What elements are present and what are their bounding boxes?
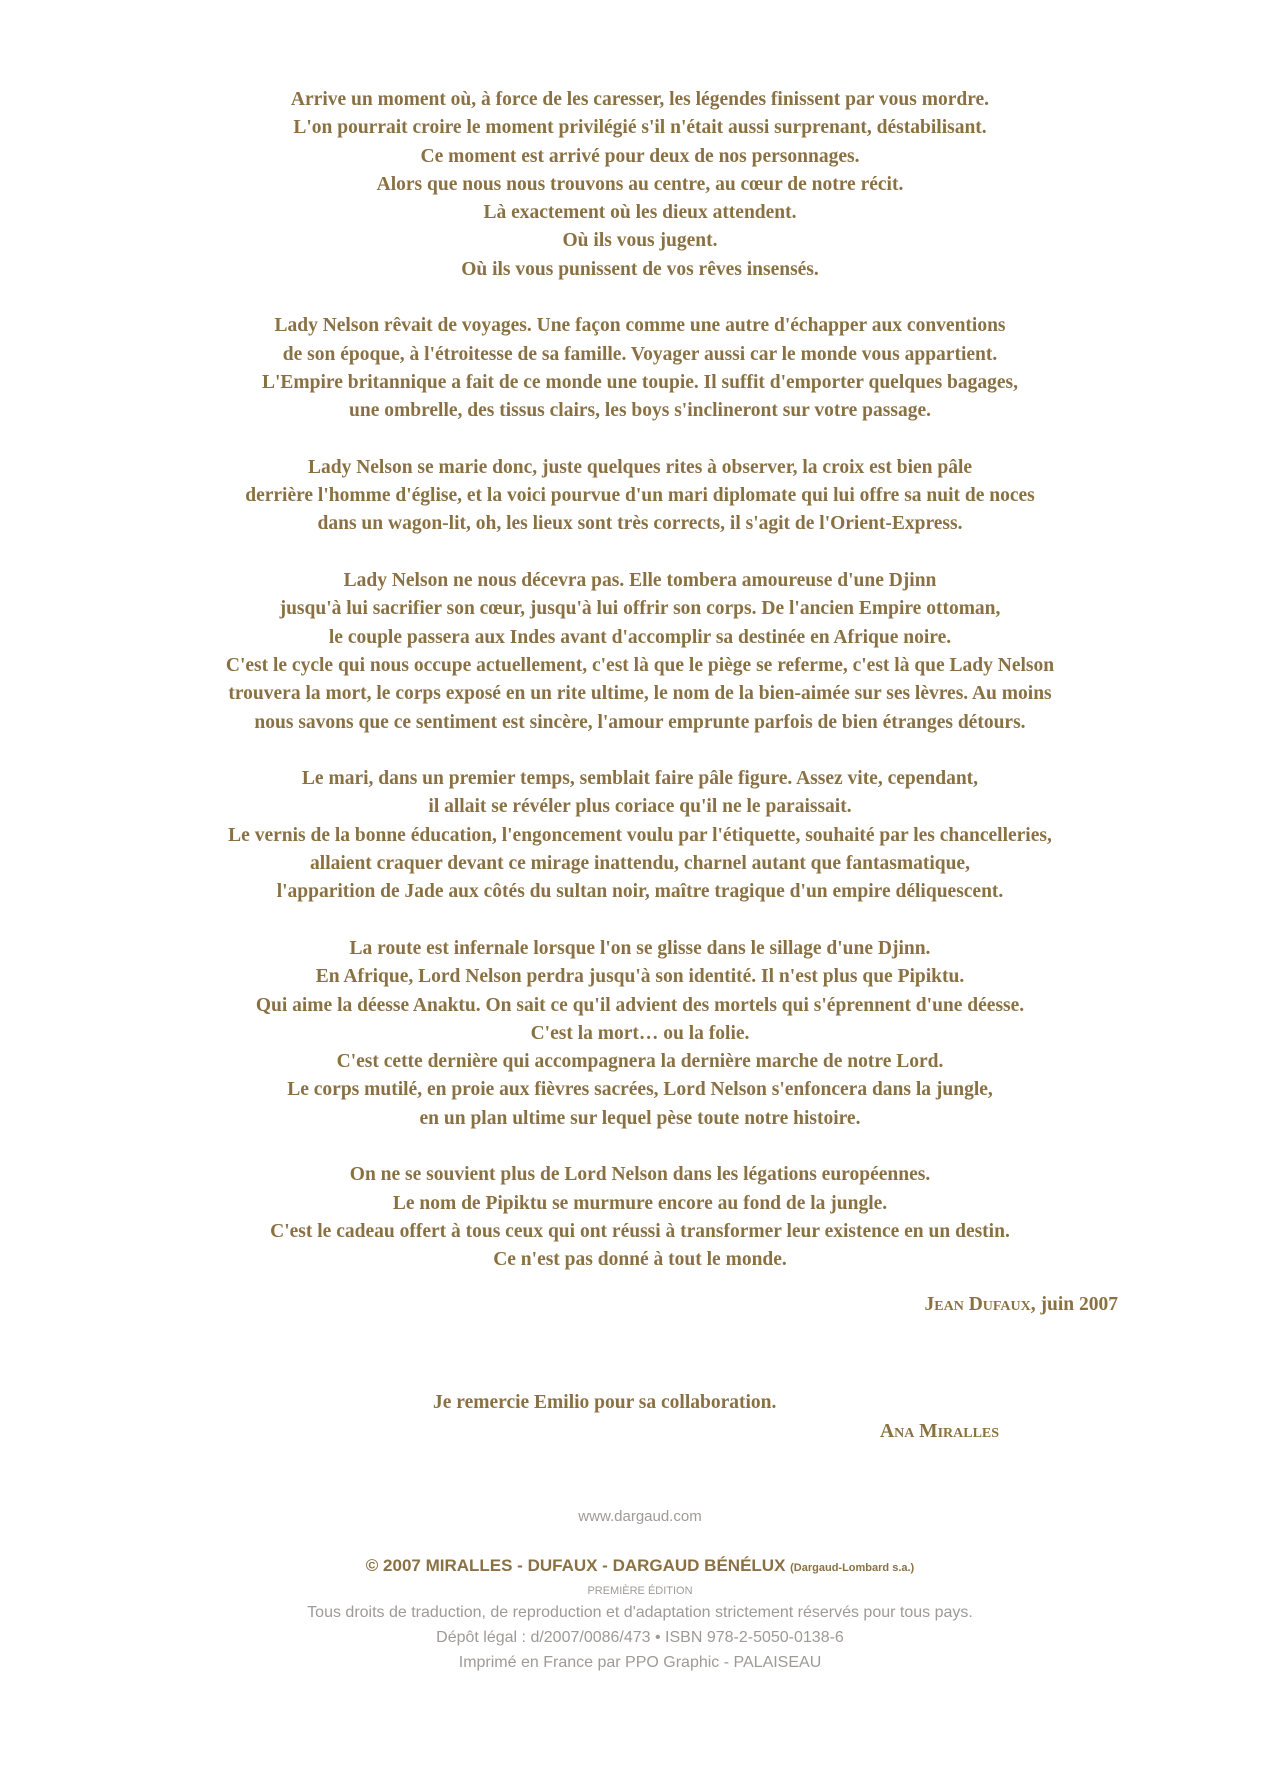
text-line: Le corps mutilé, en proie aux fièvres sacrées, Lord Nelson s'enfoncera dans la jungle, [287, 1079, 993, 1101]
text-line: Là exactement où les dieux attendent. [483, 202, 797, 224]
text-line: Qui aime la déesse Anaktu. On sait ce qu'il advient des mortels qui s'éprennent d'une déesse. [255, 994, 1025, 1016]
copyright-main: © 2007 MIRALLES - DUFAUX - DARGAUD BÉNÉLUX [365, 1556, 786, 1575]
text-line: Arrive un moment où, à force de les caresser, les légendes finissent par vous mordre. [290, 89, 990, 110]
text-line: On ne se souvient plus de Lord Nelson dans les légations européennes. [349, 1164, 931, 1186]
text-line: Où ils vous punissent de vos rêves insensés. [461, 258, 819, 280]
text-line: nous savons que ce sentiment est sincère, l'amour emprunte parfois de bien étranges détours. [254, 711, 1026, 733]
text-line: Le vernis de la bonne éducation, l'engoncement voulu par l'étiquette, souhaité par les chancelleries, [228, 824, 1052, 846]
legal-deposit: Dépôt légal : d/2007/0086/473 • ISBN 978-2-5050-0138-6 [436, 1629, 844, 1646]
author-signature [925, 1294, 1118, 1316]
signature-date: , juin 2007 [1030, 1294, 1118, 1315]
text-line: C'est le cadeau offert à tous ceux qui ont réussi à transformer leur existence en un destin. [270, 1220, 1010, 1242]
paragraph [90, 935, 1190, 1133]
paragraph [90, 765, 1190, 906]
text-line: En Afrique, Lord Nelson perdra jusqu'à son identité. Il n'est plus que Pipiktu. [315, 966, 965, 988]
text-line: le couple passera aux Indes avant d'accomplir sa destinée en Afrique noire. [328, 626, 952, 648]
text-line: en un plan ultime sur lequel pèse toute notre histoire. [419, 1107, 861, 1129]
preface-text [90, 86, 1190, 1303]
rights-notice: Tous droits de traduction, de reproduction et d'adaptation strictement réservés pour tous pays. [307, 1604, 973, 1621]
text-line: dans un wagon-lit, oh, les lieux sont très corrects, il s'agit de l'Orient-Express. [317, 513, 963, 535]
author-name: Jean Dufaux [924, 1294, 1031, 1315]
text-line: C'est la mort… ou la folie. [530, 1022, 750, 1044]
text-line: Ce moment est arrivé pour deux de nos personnages. [420, 145, 860, 167]
text-line: Le nom de Pipiktu se murmure encore au fond de la jungle. [392, 1192, 888, 1214]
text-line: une ombrelle, des tissus clairs, les boys s'inclineront sur votre passage. [349, 400, 931, 422]
edition-label: PREMIÈRE ÉDITION [587, 1585, 693, 1597]
text-line: Lady Nelson rêvait de voyages. Une façon comme une autre d'échapper aux conventions [274, 315, 1006, 337]
text-line: l'apparition de Jade aux côtés du sultan noir, maître tragique d'un empire déliquescent. [276, 881, 1004, 903]
text-line: Alors que nous nous trouvons au centre, au cœur de notre récit. [376, 173, 904, 195]
text-line: Où ils vous jugent. [562, 230, 718, 252]
text-line: L'Empire britannique a fait de ce monde une toupie. Il suffit d'emporter quelques bagages, [261, 371, 1019, 393]
text-line: Lady Nelson se marie donc, juste quelques rites à observer, la croix est bien pâle [307, 456, 973, 478]
text-line: trouvera la mort, le corps exposé en un rite ultime, le nom de la bien-aimée sur ses lèvres. Au moins [228, 683, 1052, 705]
text-line: Ce n'est pas donné à tout le monde. [493, 1249, 787, 1271]
paragraph [90, 567, 1190, 737]
text-line: allaient craquer devant ce mirage inattendu, charnel autant que fantasmatique, [310, 853, 970, 875]
copyright-line [0, 1556, 1280, 1576]
text-line: C'est le cycle qui nous occupe actuellement, c'est là que le piège se referme, c'est là que Lady Nelson [225, 654, 1055, 676]
text-line: Lady Nelson ne nous décevra pas. Elle tombera amoureuse d'une Djinn [343, 570, 937, 592]
text-line: Le mari, dans un premier temps, semblait faire pâle figure. Assez vite, cependant, [301, 768, 979, 790]
artist-signature: Ana Miralles [880, 1421, 1000, 1442]
paragraph [90, 454, 1190, 539]
text-line: de son époque, à l'étroitesse de sa famille. Voyager aussi car le monde vous appartient. [282, 343, 998, 365]
copyright-company: (Dargaud-Lombard s.a.) [790, 1562, 915, 1574]
website-link[interactable]: www.dargaud.com [578, 1508, 702, 1525]
paragraph [90, 86, 1190, 284]
text-line: il allait se révéler plus coriace qu'il ne le paraissait. [428, 796, 852, 818]
text-line: derrière l'homme d'église, et la voici pourvue d'un mari diplomate qui lui offre sa nuit de noces [245, 485, 1035, 507]
text-line: jusqu'à lui sacrifier son cœur, jusqu'à lui offrir son corps. De l'ancien Empire ottoman, [279, 598, 1001, 620]
paragraph [90, 312, 1190, 425]
text-line: C'est cette dernière qui accompagnera la dernière marche de notre Lord. [336, 1051, 944, 1073]
paragraph [90, 1161, 1190, 1274]
text-line: L'on pourrait croire le moment privilégié s'il n'était aussi surprenant, déstabilisant. [293, 117, 987, 139]
text-line: La route est infernale lorsque l'on se glisse dans le sillage d'une Djinn. [349, 937, 931, 959]
printer-info: Imprimé en France par PPO Graphic - PALAISEAU [458, 1654, 822, 1671]
thanks-text: Je remercie Emilio pour sa collaboration. [433, 1392, 777, 1413]
